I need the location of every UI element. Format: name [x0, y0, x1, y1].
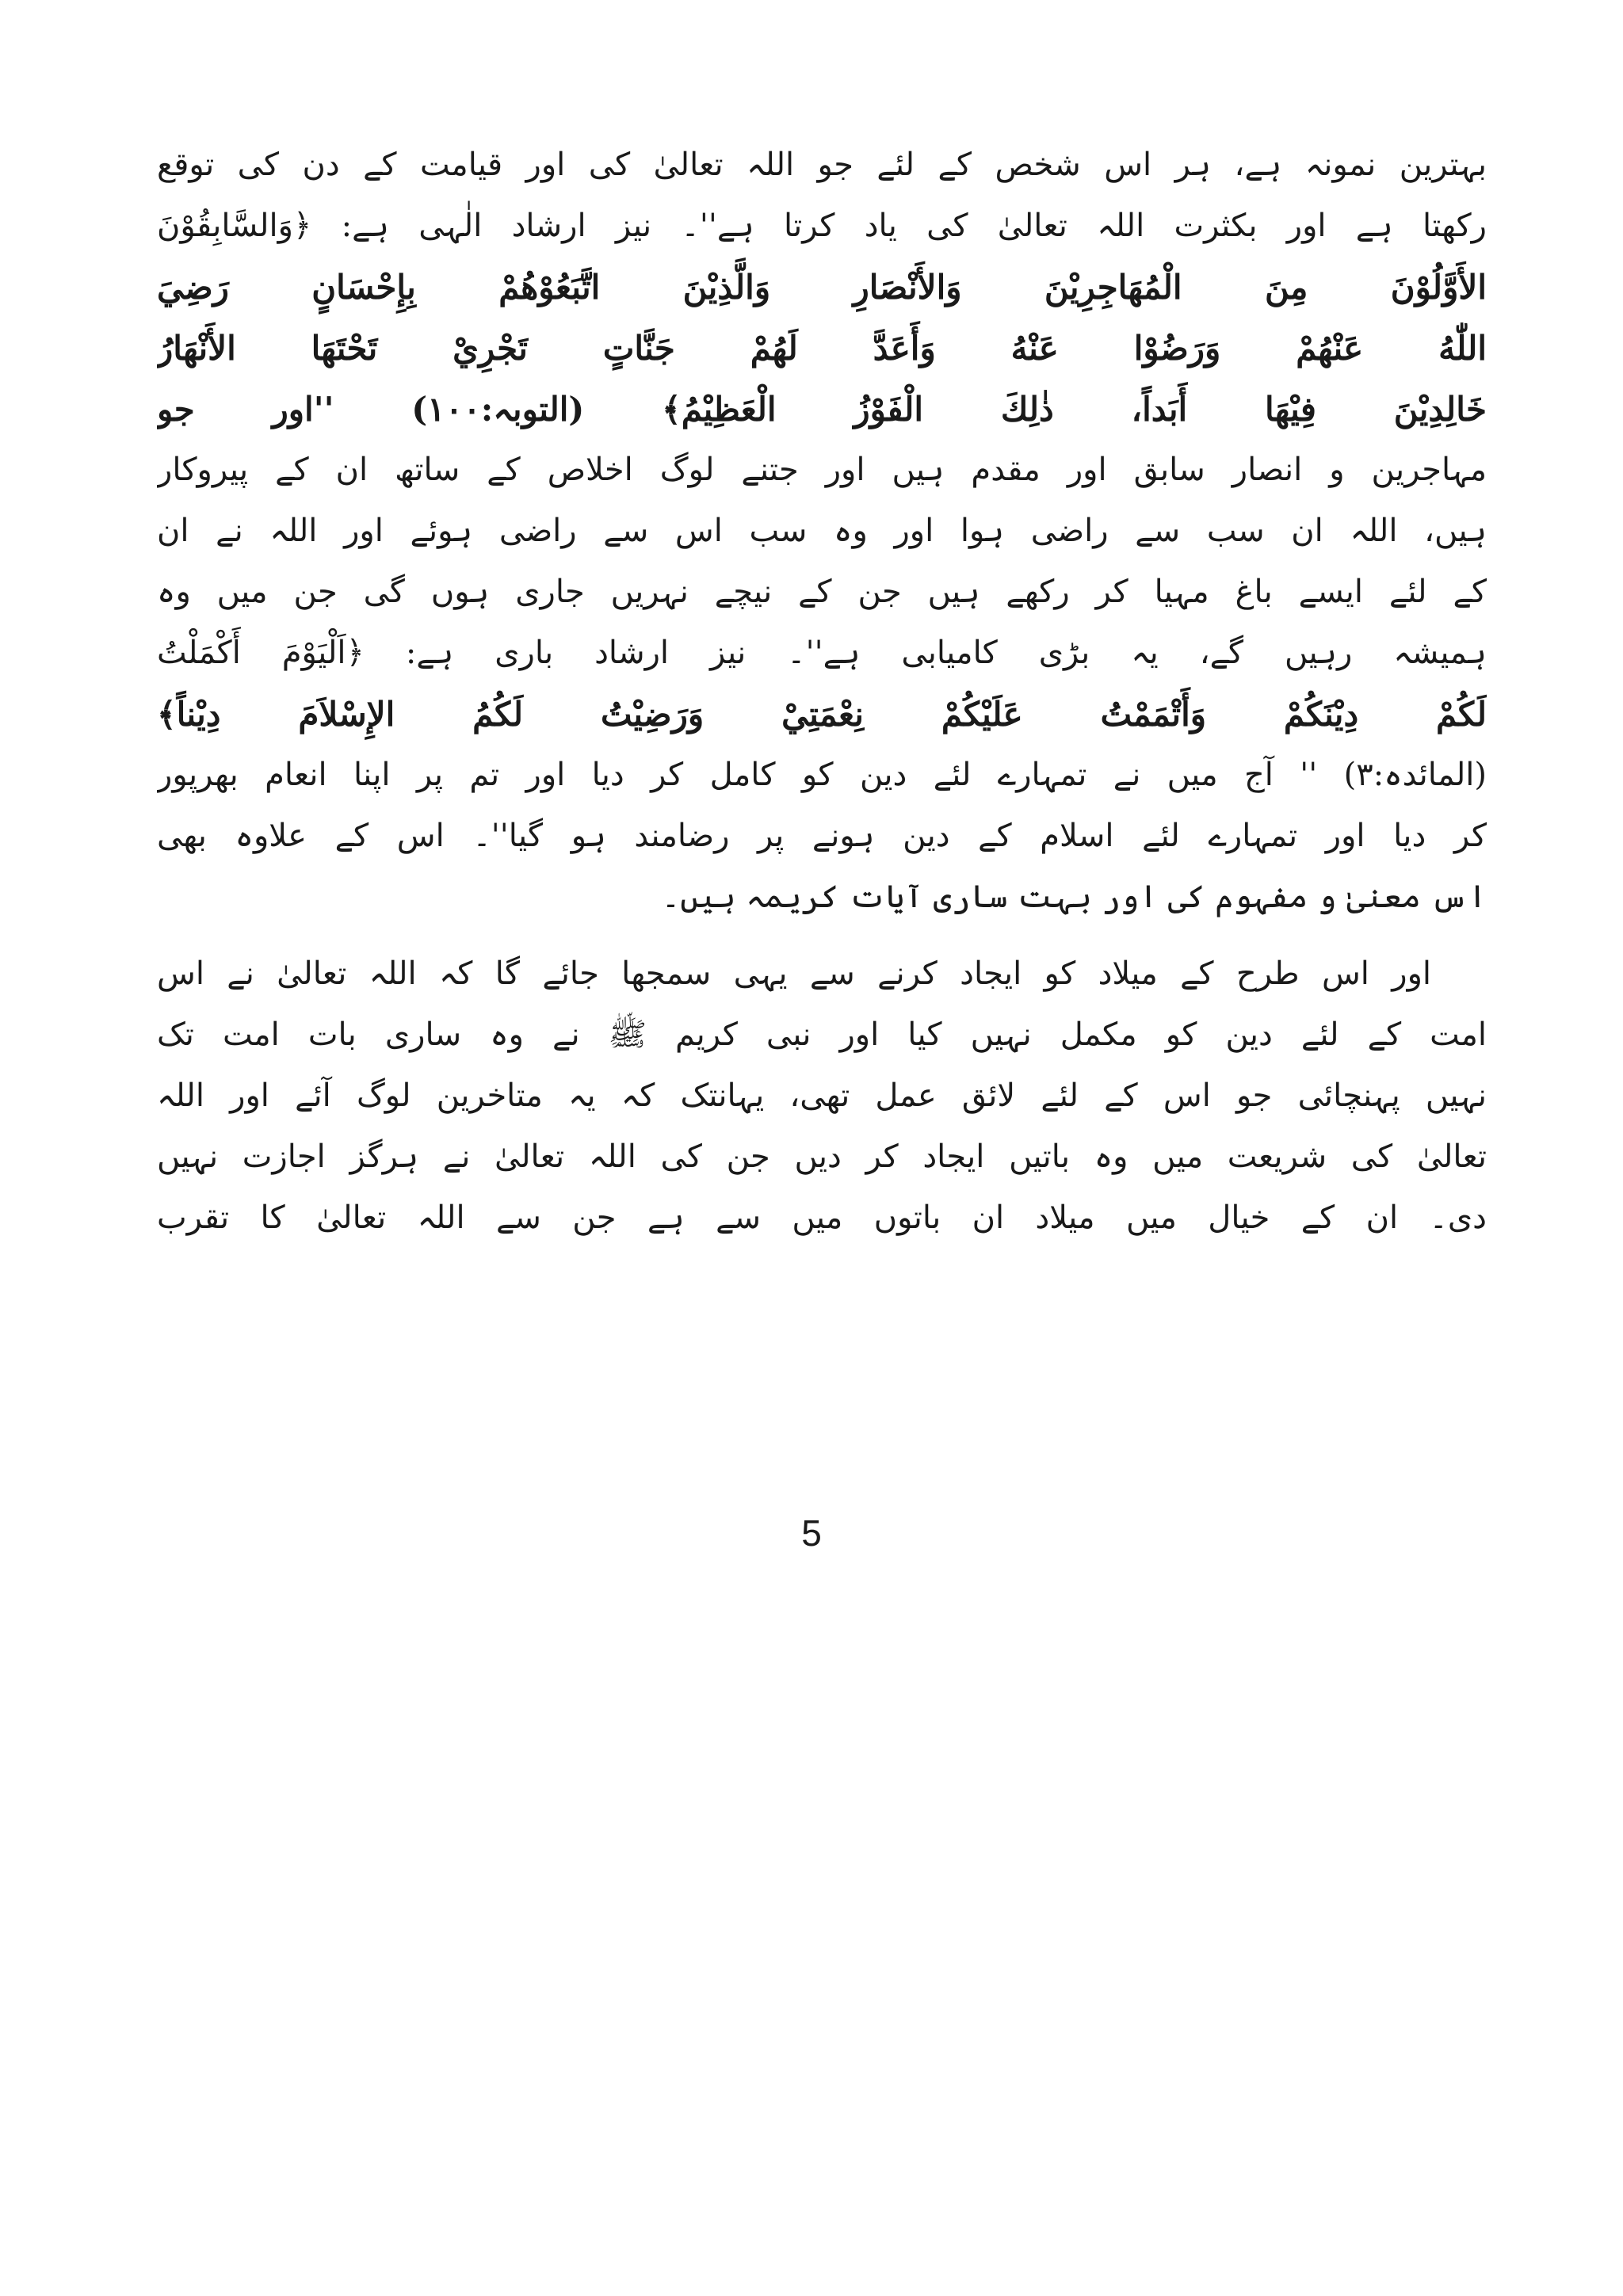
text-line: رکھتا ہے اور بکثرت اللہ تعالیٰ کی یاد کرتا ہے''۔ نیز ارشاد الٰہی ہے: ﴿وَالسَّابِقُوْنَ [157, 208, 1487, 244]
text-line: کے لئے ایسے باغ مہیا کر رکھے ہیں جن کے نیچے نہریں جاری ہوں گی جن میں وہ [157, 574, 1487, 610]
text-line: امت کے لئے دین کو مکمل نہیں کیا اور نبی کریم ﷺ نے وہ ساری بات امت تک [157, 1016, 1487, 1053]
body-text [157, 135, 1487, 1249]
text-line: (المائدہ:٣) '' آج میں نے تمہارے لئے دین کو کامل کر دیا اور تم پر اپنا انعام بھرپور [157, 757, 1487, 793]
quran-verse-line: اللّٰهُ عَنْهُمْ وَرَضُوْا عَنْهُ وَأَعَدَّ لَهُمْ جَنَّاتٍ تَجْرِيْ تَحْتَهَا الأَنْهَارُ [157, 329, 1487, 368]
quran-verse-line: الأَوَّلُوْنَ مِنَ الْمُهَاجِرِيْنَ وَالأَنْصَارِ وَالَّذِيْنَ اتَّبَعُوْهُمْ بِإِحْسَانٍ رَضِيَ [157, 268, 1487, 307]
text-line: نہیں پہنچائی جو اس کے لئے لائق عمل تھی، یہانتک کہ یہ متاخرین لوگ آئے اور اللہ [157, 1077, 1487, 1114]
text-line: بہترین نمونہ ہے، ہر اس شخص کے لئے جو اللہ تعالیٰ کی اور قیامت کے دن کی توقع [157, 147, 1487, 183]
text-line: کر دیا اور تمہارے لئے اسلام کے دین ہونے پر رضامند ہو گیا''۔ اس کے علاوہ بھی [157, 818, 1487, 854]
quran-verse-line: لَكُمْ دِيْنَكُمْ وَأَتْمَمْتُ عَلَيْكُمْ نِعْمَتِيْ وَرَضِيْتُ لَكُمُ الإِسْلاَمَ دِيْناً﴾ [157, 695, 1487, 734]
paragraph-gap [157, 928, 1487, 944]
page-number: 5 [801, 1512, 822, 1554]
text-line: دی۔ ان کے خیال میں میلاد ان باتوں میں سے ہے جن سے اللہ تعالیٰ کا تقرب [157, 1199, 1487, 1236]
text-line: اس معنیٰ و مفہوم کی اور بہت ساری آیات کریمہ ہیں۔ [661, 879, 1487, 915]
quran-verse-line: خَالِدِيْنَ فِيْهَا أَبَداً، ذٰلِكَ الْفَوْزُ الْعَظِيْمُ﴾ (التوبہ:١٠٠) ''اور جو [157, 390, 1487, 429]
text-line: ہمیشہ رہیں گے، یہ بڑی کامیابی ہے''۔ نیز ارشاد باری ہے: ﴿اَلْيَوْمَ أَكْمَلْتُ [157, 635, 1487, 671]
text-line: مہاجرین و انصار سابق اور مقدم ہیں اور جتنے لوگ اخلاص کے ساتھ ان کے پیروکار [157, 452, 1487, 488]
text-line: ہیں، اللہ ان سب سے راضی ہوا اور وہ سب اس سے راضی ہوئے اور اللہ نے ان [157, 513, 1487, 549]
text-line: تعالیٰ کی شریعت میں وہ باتیں ایجاد کر دیں جن کی اللہ تعالیٰ نے ہرگز اجازت نہیں [157, 1138, 1487, 1175]
text-line: اور اس طرح کے میلاد کو ایجاد کرنے سے یہی سمجھا جائے گا کہ اللہ تعالیٰ نے اس [157, 955, 1431, 992]
